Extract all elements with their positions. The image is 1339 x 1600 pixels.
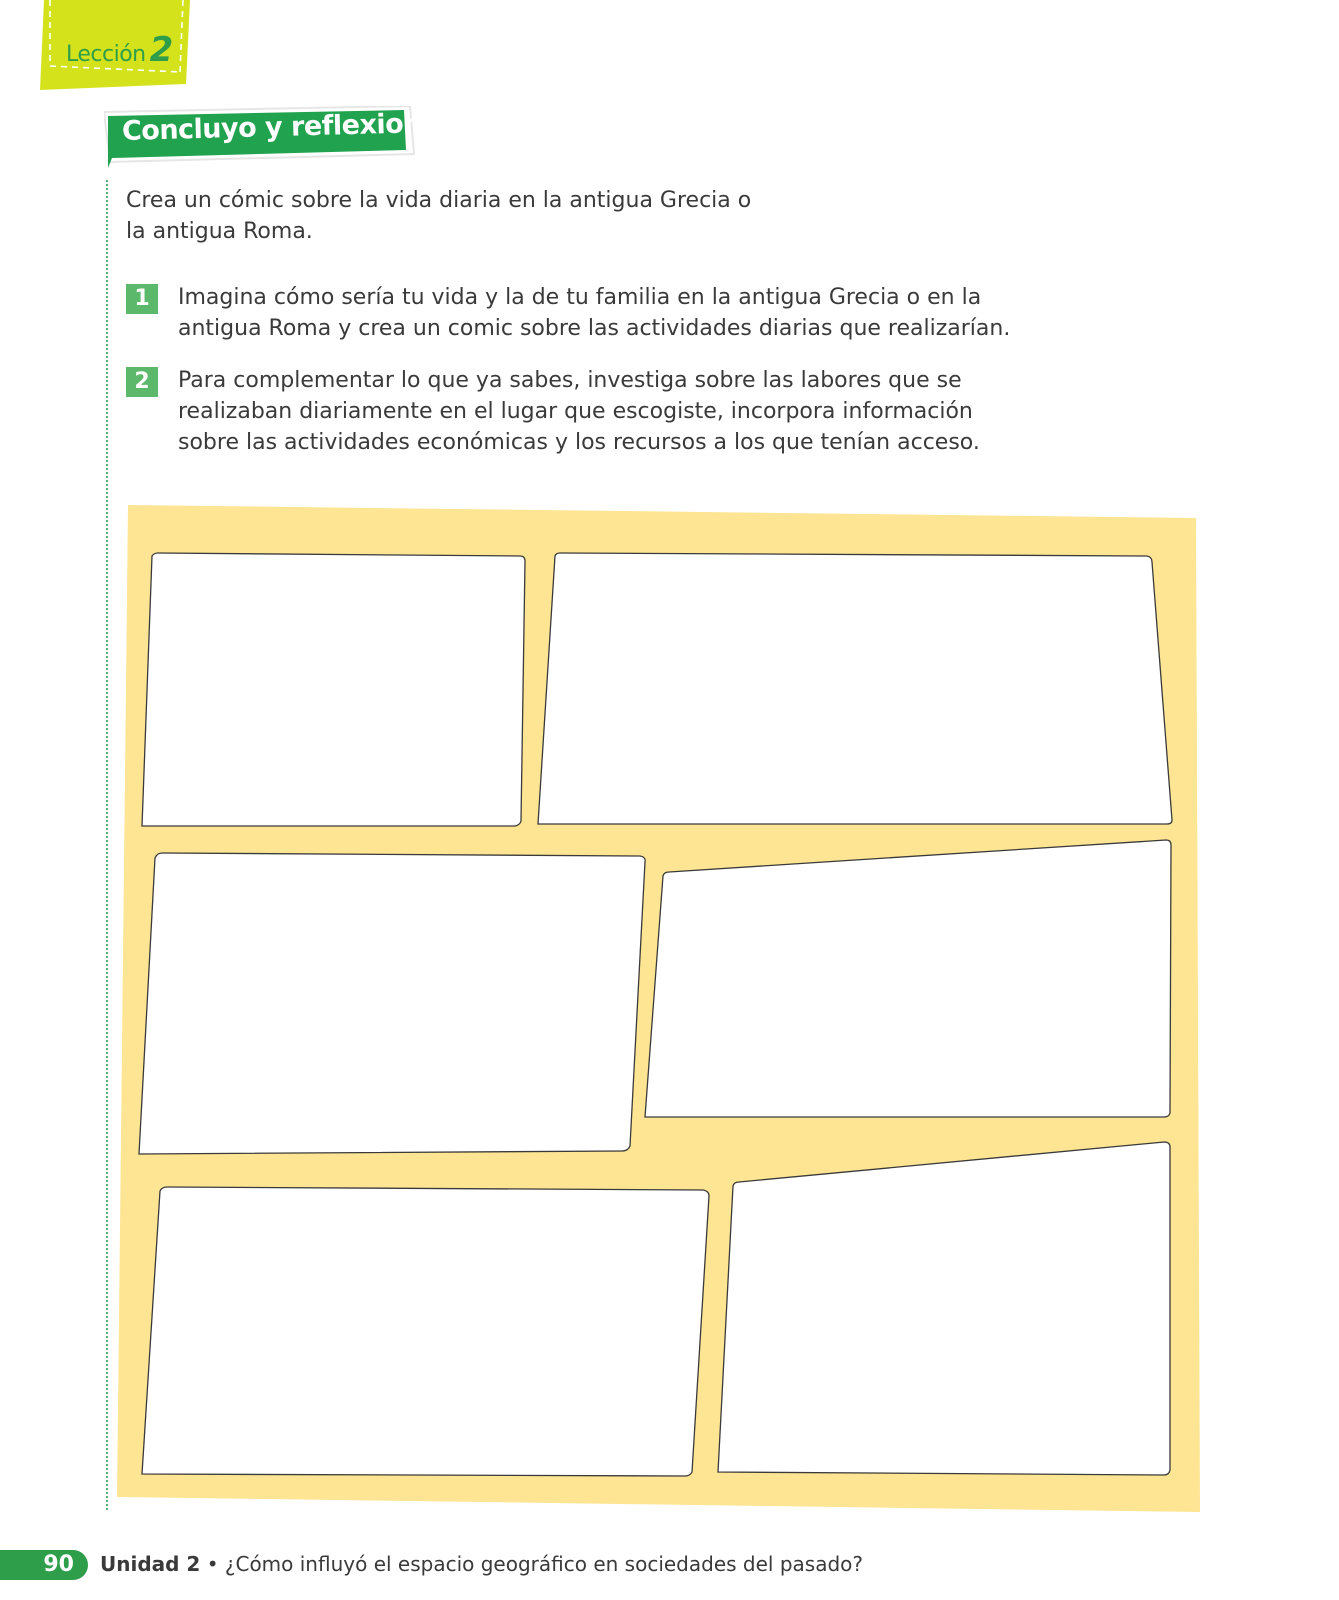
comic-panel-2 <box>538 553 1172 824</box>
lesson-label <box>66 30 173 70</box>
comic-panel-5 <box>142 1187 709 1476</box>
comic-panel-6 <box>718 1142 1170 1475</box>
lesson-number: 2 <box>149 30 173 70</box>
step-text: Imagina cómo sería tu vida y la de tu familia en la antigua Grecia o en la antigua Roma y crea un comic sobre las actividades diarias que realizarían. <box>178 285 1011 341</box>
lesson-word: Lección <box>66 42 146 67</box>
footer-bullet: • <box>206 1552 219 1576</box>
intro-text: Crea un cómic sobre la vida diaria en la antigua Grecia o la antigua Roma. <box>126 188 752 244</box>
section-title: Concluyo y reflexiono <box>121 107 441 147</box>
page-footer <box>0 1550 1339 1586</box>
step-number-badge: 2 <box>126 367 158 397</box>
comic-panel-3 <box>139 853 645 1154</box>
step-number-badge: 1 <box>126 284 158 314</box>
page-number: 90 <box>0 1550 88 1580</box>
footer-question: ¿Cómo influyó el espacio geográfico en sociedades del pasado? <box>224 1552 863 1576</box>
comic-background <box>117 505 1200 1512</box>
comic-panel-1 <box>142 553 525 826</box>
step-text: Para complementar lo que ya sabes, investiga sobre las labores que se realizaban diariamente en el lugar que escogiste, incorpora información sobre las actividades económicas y los recursos a los que tenían acceso. <box>178 368 980 455</box>
comic-panel-4 <box>645 840 1171 1117</box>
margin-dotted-line <box>106 180 108 1510</box>
footer-unit: Unidad 2 <box>100 1552 201 1576</box>
footer-text <box>100 1552 863 1576</box>
